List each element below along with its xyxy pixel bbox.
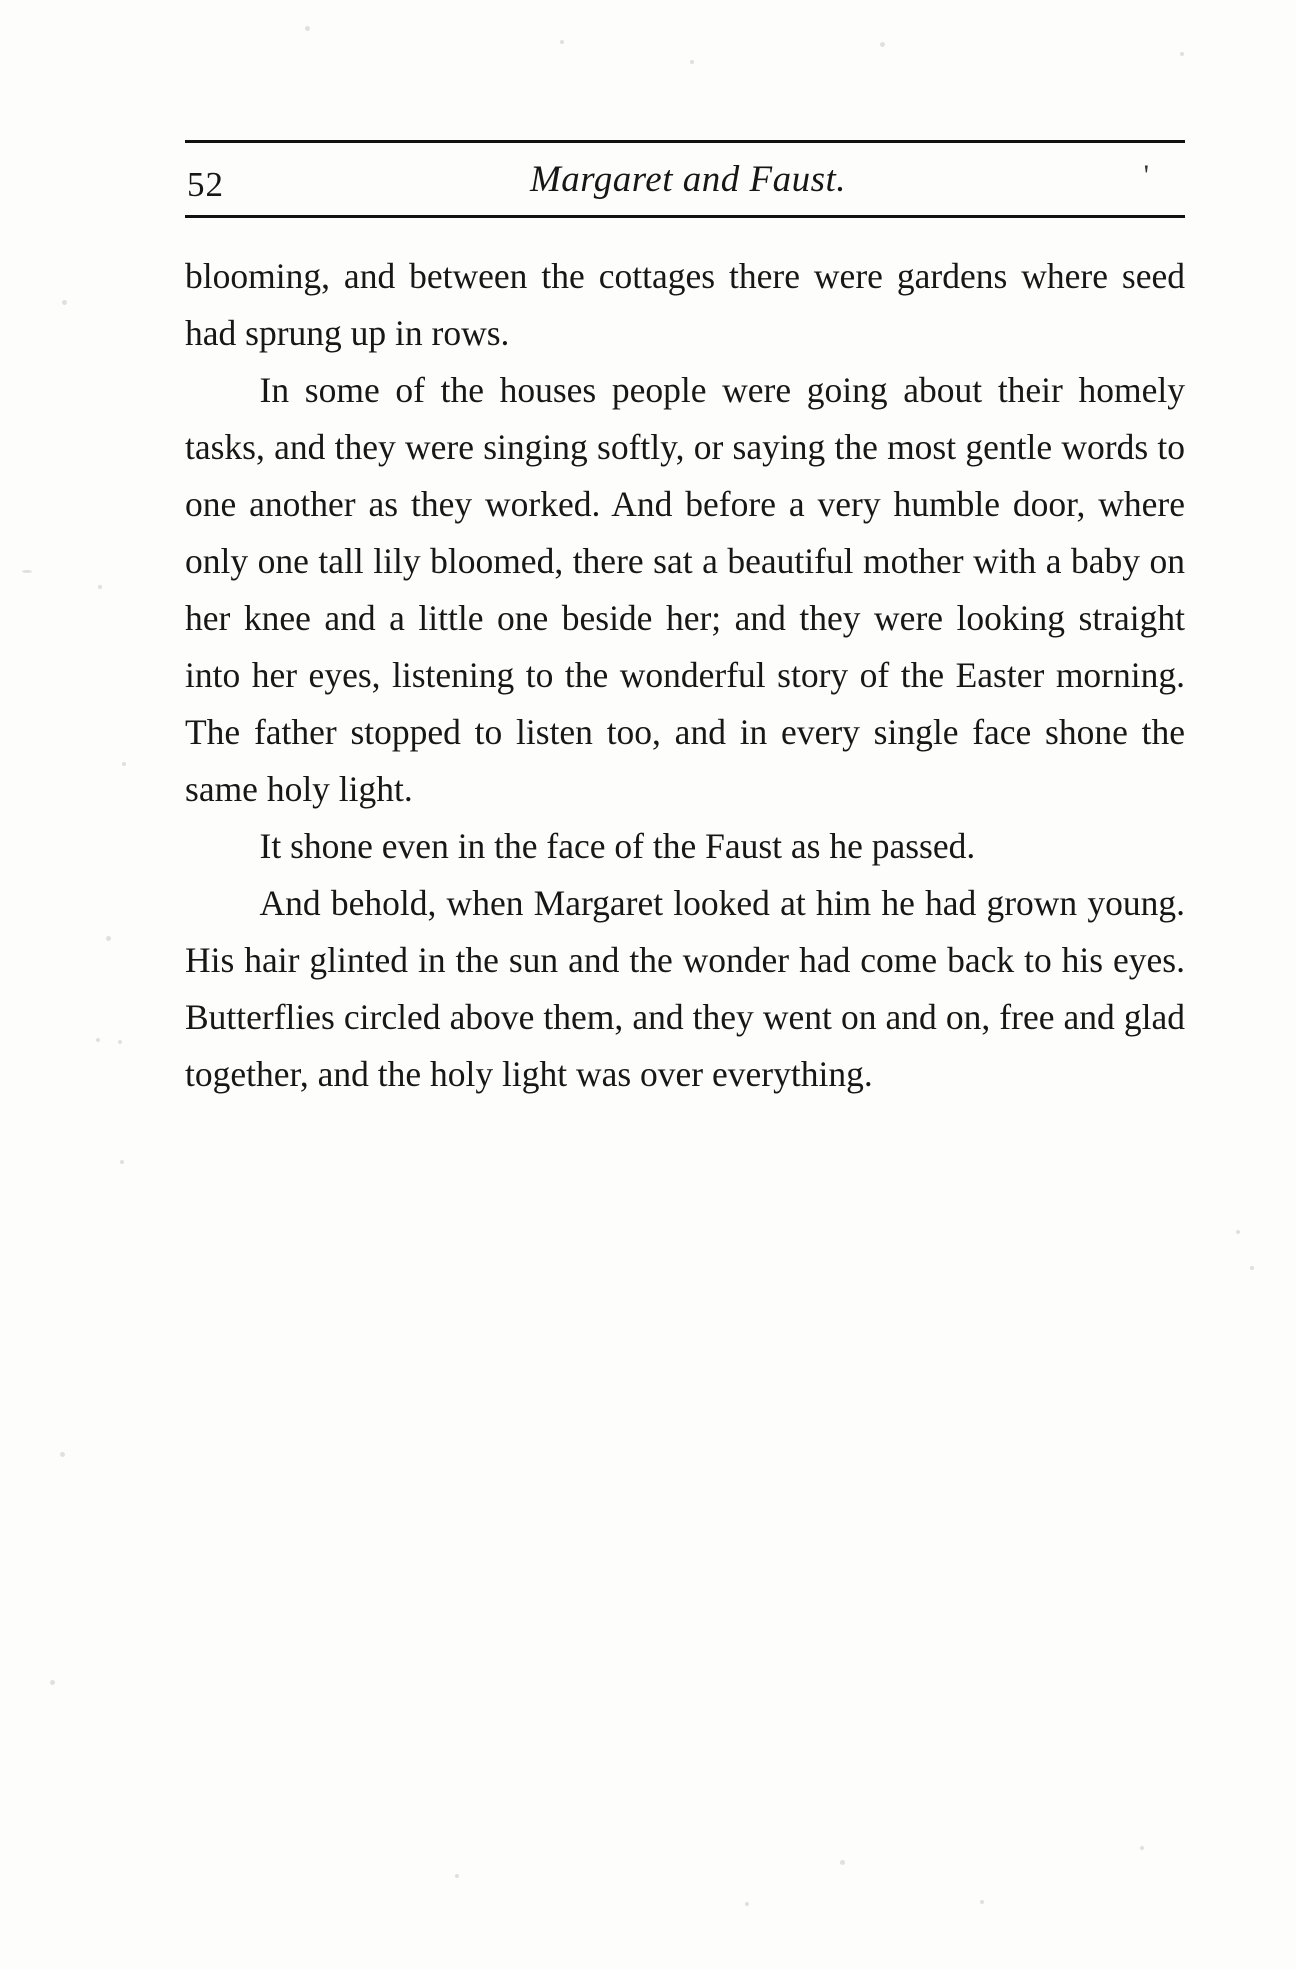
- running-head: [185, 143, 1185, 215]
- running-title: Margaret and Faust.: [529, 158, 847, 200]
- page-content: [185, 140, 1185, 1103]
- paragraph: blooming, and between the cottages there were gardens where seed had sprung up in rows.: [185, 256, 1185, 353]
- margin-mark: ': [1143, 159, 1149, 192]
- page-number: 52: [187, 165, 224, 204]
- body-text: [185, 248, 1185, 1103]
- header-rule-bottom: [185, 215, 1185, 218]
- paragraph: It shone even in the face of the Faust as he passed.: [259, 826, 976, 866]
- paragraph: In some of the houses people were going about their homely tasks, and they were singing softly, or saying the most gentle words to one another as they worked. And before a very humble door, where only one tall lily bloomed, there sat a beautiful mother with a baby on her knee and a little one beside her; and they were looking straight into her eyes, listening to the wonderful story of the Easter morning. The father stopped to listen too, and in every single face shone the same holy light.: [185, 370, 1185, 809]
- paragraph: And behold, when Margaret looked at him he had grown young. His hair glinted in the sun and the wonder had come back to his eyes. Butterflies circled above them, and they went on and on, free and glad together, and the holy light was over everything.: [185, 883, 1185, 1094]
